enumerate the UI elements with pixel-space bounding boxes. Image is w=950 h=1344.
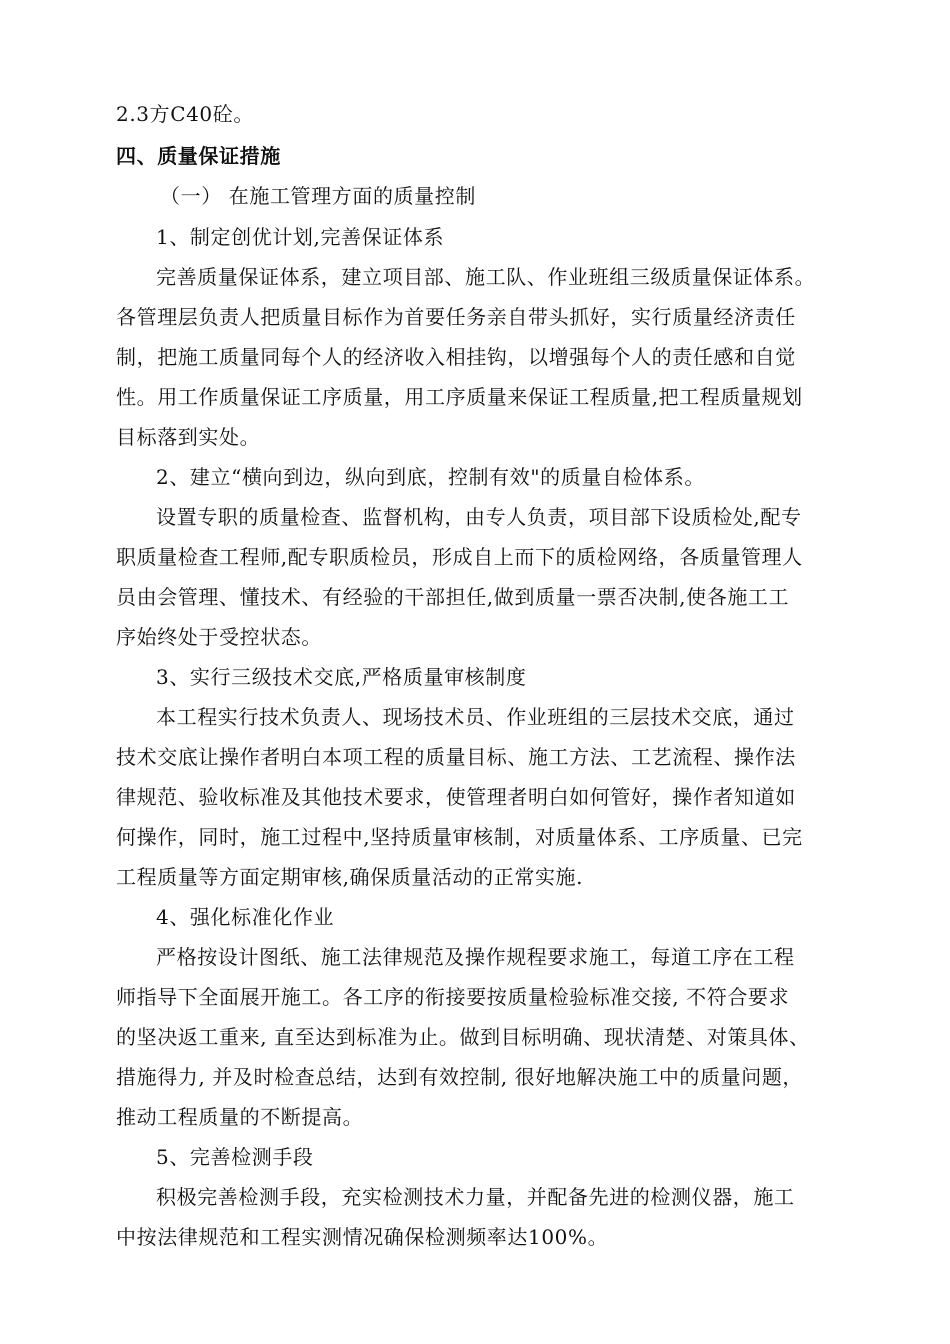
paragraph-line: 设置专职的质量检查、监督机构，由专人负责，项目部下设质检处,配专 (156, 505, 802, 529)
paragraph-line: 制，把施工质量同每个人的经济收入相挂钩，以增强每个人的责任感和自觉 (116, 345, 796, 369)
paragraph-line: 积极完善检测手段，充实检测技术力量，并配备先进的检测仪器，施工 (156, 1185, 795, 1209)
paragraph-line: 目标落到实处。 (116, 425, 261, 449)
item-heading: 2、建立“横向到边，纵向到底，控制有效"的质量自检体系。 (156, 465, 705, 489)
item-heading: 3、实行三级技术交底,严格质量审核制度 (156, 665, 527, 689)
paragraph-line: 措施得力, 并及时检查总结，达到有效控制, 很好地解决施工中的质量问题， (116, 1065, 804, 1089)
paragraph-line: 工程质量等方面定期审核,确保质量活动的正常实施. (116, 865, 584, 889)
item-heading: 5、完善检测手段 (156, 1145, 314, 1169)
paragraph-line: 技术交底让操作者明白本项工程的质量目标、施工方法、工艺流程、操作法 (116, 745, 796, 769)
item-heading: 4、强化标准化作业 (156, 905, 335, 929)
paragraph-line: 的坚决返工重来, 直至达到标准为止。做到目标明确、现状清楚、对策具体、 (116, 1025, 810, 1049)
paragraph-line: 员由会管理、懂技术、有经验的干部担任,做到质量一票否决制,使各施工工 (116, 585, 790, 609)
paragraph-line: 推动工程质量的不断提高。 (116, 1105, 364, 1129)
item-heading: 1、制定创优计划,完善保证体系 (156, 225, 445, 249)
paragraph-line: 何操作，同时，施工过程中,坚持质量审核制，对质量体系、工序质量、已完 (116, 825, 803, 849)
paragraph-line: 严格按设计图纸、施工法律规范及操作规程要求施工，每道工序在工程 (156, 945, 795, 969)
section-title: 四、质量保证措施 (116, 144, 281, 168)
intro-line: 2.3方C40砼。 (116, 102, 254, 126)
paragraph-line: 序始终处于受控状态。 (116, 625, 322, 649)
paragraph-line: 律规范、验收标准及其他技术要求，使管理者明白如何管好，操作者知道如 (116, 785, 796, 809)
paragraph-line: 性。用工作质量保证工序质量，用工序质量来保证工程质量,把工程质量规划 (116, 385, 803, 409)
paragraph-line: 职质量检查工程师,配专职质检员，形成自上而下的质检网络，各质量管理人 (116, 545, 803, 569)
paragraph-line: 各管理层负责人把质量目标作为首要任务亲自带头抓好，实行质量经济责任 (116, 305, 796, 329)
paragraph-line: 师指导下全面展开施工。各工序的衔接要按质量检验标准交接, 不符合要求 (116, 985, 790, 1009)
subsection-title: （一） 在施工管理方面的质量控制 (160, 184, 476, 208)
paragraph-line: 中按法律规范和工程实测情况确保检测频率达100%。 (116, 1225, 609, 1249)
paragraph-line: 本工程实行技术负责人、现场技术员、作业班组的三层技术交底，通过 (156, 705, 795, 729)
paragraph-line: 完善质量保证体系，建立项目部、施工队、作业班组三级质量保证体系。 (156, 265, 816, 289)
